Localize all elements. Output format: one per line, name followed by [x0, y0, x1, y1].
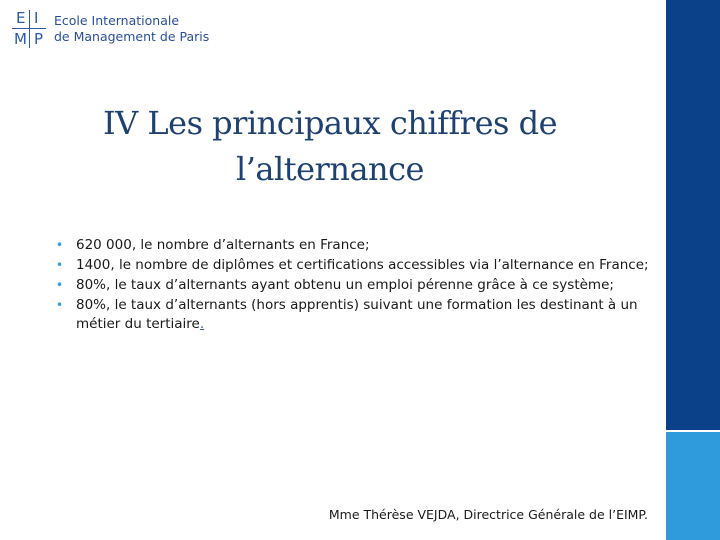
logo-letter-m: M — [14, 30, 27, 48]
eimp-logo — [12, 10, 212, 50]
logo-line-1: Ecole Internationale — [54, 13, 180, 28]
bullet-text: 80%, le taux d’alternants (hors apprentis) suivant une formation les destinant à un métier du tertiaire — [76, 297, 638, 332]
bullet-item — [56, 256, 656, 275]
logo-divider-vertical — [29, 10, 30, 48]
bullet-trailing-link[interactable]: . — [199, 316, 205, 332]
author-credit: Mme Thérèse VEJDA, Directrice Générale de l’EIMP. — [328, 507, 648, 522]
bullet-text: 1400, le nombre de diplômes et certifications accessibles via l’alternance en France; — [76, 257, 649, 273]
bullet-item — [56, 296, 656, 334]
bullet-item — [56, 276, 656, 295]
logo-letter-p: P — [34, 30, 44, 48]
sidebar-light-band — [666, 432, 720, 540]
bullet-list — [56, 236, 656, 335]
logo-letter-i: I — [34, 9, 39, 27]
bullet-item — [56, 236, 656, 255]
bullet-icon: • — [56, 258, 64, 272]
sidebar-dark-band — [666, 0, 720, 430]
logo-monogram — [12, 10, 46, 48]
logo-line-2: de Management de Paris — [54, 29, 210, 44]
slide-title-line-1: IV Les principaux chiffres de — [102, 104, 558, 142]
logo-wordmark — [54, 13, 209, 45]
logo-letter-e: E — [16, 9, 26, 27]
bullet-icon: • — [56, 238, 64, 252]
slide-title-line-2: l’alternance — [236, 150, 424, 188]
bullet-text: 620 000, le nombre d’alternants en France; — [76, 237, 370, 253]
bullet-icon: • — [56, 298, 64, 312]
bullet-icon: • — [56, 278, 64, 292]
slide-title — [60, 100, 600, 192]
bullet-text: 80%, le taux d’alternants ayant obtenu un emploi pérenne grâce à ce système; — [76, 277, 614, 293]
